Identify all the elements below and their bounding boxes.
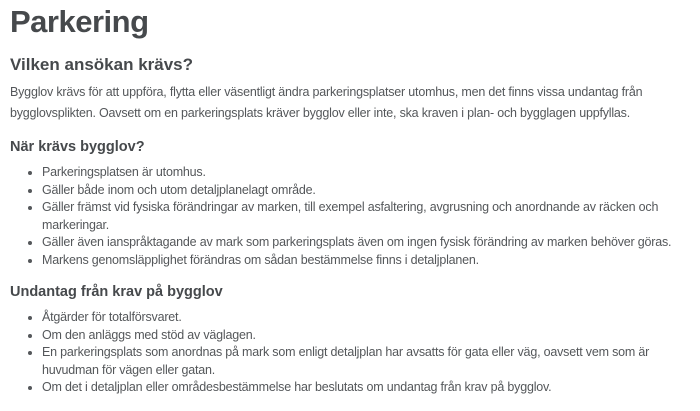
list-item: • Gäller även ianspråktagande av mark som parkeringsplats även om ingen fysisk förändring av marken behöver göras. bbox=[42, 234, 690, 252]
list-item: • Gäller främst vid fysiska förändringar av marken, till exempel asfaltering, avgrusning och anordnande av räcken och markeringar. bbox=[42, 199, 690, 234]
intro-paragraph: Bygglov krävs för att uppföra, flytta eller väsentligt ändra parkeringsplatser utomhus, men det finns vissa undantag från bygglovsplikten. Oavsett om en parkeringsplats kräver bygglov eller inte, ska kraven i plan- och bygglagen uppfyllas. bbox=[10, 85, 643, 120]
list-item: • Åtgärder för totalförsvaret. bbox=[42, 309, 690, 327]
list-item: • Markens genomsläpplighet förändras om sådan bestämmelse finns i detaljplanen. bbox=[42, 252, 690, 270]
list-item: • Parkeringsplatsen är utomhus. bbox=[42, 164, 690, 182]
list-item: • En parkeringsplats som anordnas på mark som enligt detaljplan har avsatts för gata eller väg, oavsett vem som är huvudman för vägen eller gatan. bbox=[42, 344, 690, 379]
list-item: • Gäller både inom och utom detaljplanelagt område. bbox=[42, 182, 690, 200]
list-item: • Om det i detaljplan eller områdesbestämmelse har beslutats om undantag från krav på bygglov. bbox=[42, 379, 690, 397]
bullet-list-permit-exemptions bbox=[10, 309, 690, 397]
list-item: • Om den anläggs med stöd av väglagen. bbox=[42, 327, 690, 345]
page-title: Parkering bbox=[10, 4, 149, 39]
bullet-list-when-permit-required bbox=[10, 164, 690, 269]
section-heading-application-required: Vilken ansökan krävs? bbox=[10, 55, 194, 74]
section-heading-when-permit-required: När krävs bygglov? bbox=[10, 139, 145, 155]
section-heading-permit-exemptions: Undantag från krav på bygglov bbox=[10, 284, 223, 300]
